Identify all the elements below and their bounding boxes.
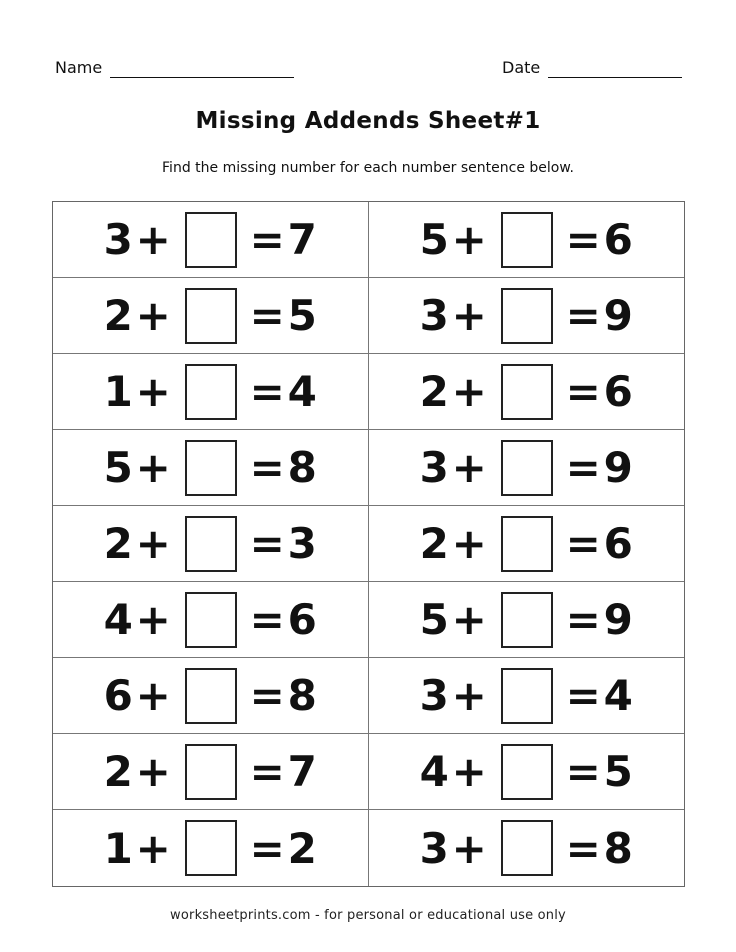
equals-sign: = xyxy=(565,671,601,720)
addend: 6 xyxy=(103,671,133,720)
equals-sign: = xyxy=(249,443,285,492)
equals-sign: = xyxy=(565,215,601,264)
plus-sign: + xyxy=(451,747,487,796)
plus-sign: + xyxy=(451,671,487,720)
addend: 5 xyxy=(103,443,133,492)
sum: 8 xyxy=(287,443,317,492)
sum: 3 xyxy=(287,519,317,568)
equals-sign: = xyxy=(565,291,601,340)
sum: 2 xyxy=(287,823,317,873)
problem-cell xyxy=(53,582,369,658)
addend: 3 xyxy=(419,823,449,873)
answer-box[interactable] xyxy=(501,668,553,724)
sum: 9 xyxy=(603,291,633,340)
addend: 2 xyxy=(419,367,449,416)
problem-cell xyxy=(369,354,685,430)
answer-box[interactable] xyxy=(185,592,237,648)
answer-box[interactable] xyxy=(185,212,237,268)
answer-box[interactable] xyxy=(501,516,553,572)
addend: 3 xyxy=(419,671,449,720)
problem-cell xyxy=(53,734,369,810)
sum: 8 xyxy=(287,671,317,720)
sum: 4 xyxy=(287,367,317,416)
sum: 5 xyxy=(287,291,317,340)
problem-cell xyxy=(369,734,685,810)
name-field[interactable] xyxy=(55,58,294,78)
addend: 5 xyxy=(419,215,449,264)
addend: 3 xyxy=(419,291,449,340)
header-row xyxy=(0,58,736,82)
problem-cell xyxy=(369,810,685,886)
addend: 1 xyxy=(103,367,133,416)
addend: 2 xyxy=(103,519,133,568)
answer-box[interactable] xyxy=(185,516,237,572)
sum: 7 xyxy=(287,215,317,264)
equals-sign: = xyxy=(249,823,285,873)
addend: 2 xyxy=(103,291,133,340)
equals-sign: = xyxy=(249,671,285,720)
plus-sign: + xyxy=(451,291,487,340)
date-field[interactable] xyxy=(502,58,682,78)
plus-sign: + xyxy=(135,367,171,416)
plus-sign: + xyxy=(135,291,171,340)
problem-cell xyxy=(369,202,685,278)
answer-box[interactable] xyxy=(185,440,237,496)
problem-cell xyxy=(369,582,685,658)
answer-box[interactable] xyxy=(501,440,553,496)
problem-cell xyxy=(53,354,369,430)
plus-sign: + xyxy=(451,519,487,568)
equals-sign: = xyxy=(249,595,285,644)
answer-box[interactable] xyxy=(185,364,237,420)
name-line[interactable] xyxy=(110,61,294,78)
problem-cell xyxy=(53,658,369,734)
addend: 3 xyxy=(103,215,133,264)
plus-sign: + xyxy=(135,595,171,644)
sum: 8 xyxy=(603,823,633,873)
equals-sign: = xyxy=(565,595,601,644)
equals-sign: = xyxy=(565,747,601,796)
plus-sign: + xyxy=(135,443,171,492)
sum: 6 xyxy=(603,519,633,568)
plus-sign: + xyxy=(451,367,487,416)
addend: 3 xyxy=(419,443,449,492)
answer-box[interactable] xyxy=(501,592,553,648)
plus-sign: + xyxy=(451,215,487,264)
problem-cell xyxy=(53,506,369,582)
plus-sign: + xyxy=(451,595,487,644)
problem-cell xyxy=(53,430,369,506)
problem-cell xyxy=(369,506,685,582)
name-label: Name xyxy=(55,58,103,77)
answer-box[interactable] xyxy=(501,364,553,420)
plus-sign: + xyxy=(451,823,487,873)
plus-sign: + xyxy=(135,823,171,873)
answer-box[interactable] xyxy=(185,744,237,800)
plus-sign: + xyxy=(135,747,171,796)
answer-box[interactable] xyxy=(501,820,553,876)
sum: 9 xyxy=(603,443,633,492)
answer-box[interactable] xyxy=(501,744,553,800)
plus-sign: + xyxy=(135,215,171,264)
equals-sign: = xyxy=(565,519,601,568)
equals-sign: = xyxy=(249,367,285,416)
equals-sign: = xyxy=(565,443,601,492)
plus-sign: + xyxy=(451,443,487,492)
sum: 4 xyxy=(603,671,633,720)
problem-cell xyxy=(369,278,685,354)
date-label: Date xyxy=(502,58,541,77)
sum: 6 xyxy=(603,367,633,416)
problem-cell xyxy=(53,810,369,886)
problem-cell xyxy=(369,658,685,734)
equals-sign: = xyxy=(249,519,285,568)
worksheet-title: Missing Addends Sheet#1 xyxy=(195,108,541,134)
equals-sign: = xyxy=(565,823,601,873)
sum: 5 xyxy=(603,747,633,796)
problem-cell xyxy=(53,202,369,278)
instructions: Find the missing number for each number sentence below. xyxy=(162,160,574,176)
problem-cell xyxy=(369,430,685,506)
sum: 9 xyxy=(603,595,633,644)
answer-box[interactable] xyxy=(185,288,237,344)
problem-grid xyxy=(52,201,685,887)
equals-sign: = xyxy=(565,367,601,416)
problem-cell xyxy=(53,278,369,354)
addend: 2 xyxy=(419,519,449,568)
addend: 4 xyxy=(419,747,449,796)
equals-sign: = xyxy=(249,215,285,264)
sum: 6 xyxy=(603,215,633,264)
addend: 2 xyxy=(103,747,133,796)
sum: 7 xyxy=(287,747,317,796)
date-line[interactable] xyxy=(548,61,682,78)
equals-sign: = xyxy=(249,747,285,796)
answer-box[interactable] xyxy=(185,668,237,724)
addend: 1 xyxy=(103,823,133,873)
sum: 6 xyxy=(287,595,317,644)
answer-box[interactable] xyxy=(501,288,553,344)
answer-box[interactable] xyxy=(501,212,553,268)
plus-sign: + xyxy=(135,671,171,720)
footer-text: worksheetprints.com - for personal or educational use only xyxy=(170,908,566,923)
answer-box[interactable] xyxy=(185,820,237,876)
addend: 5 xyxy=(419,595,449,644)
equals-sign: = xyxy=(249,291,285,340)
addend: 4 xyxy=(103,595,133,644)
plus-sign: + xyxy=(135,519,171,568)
